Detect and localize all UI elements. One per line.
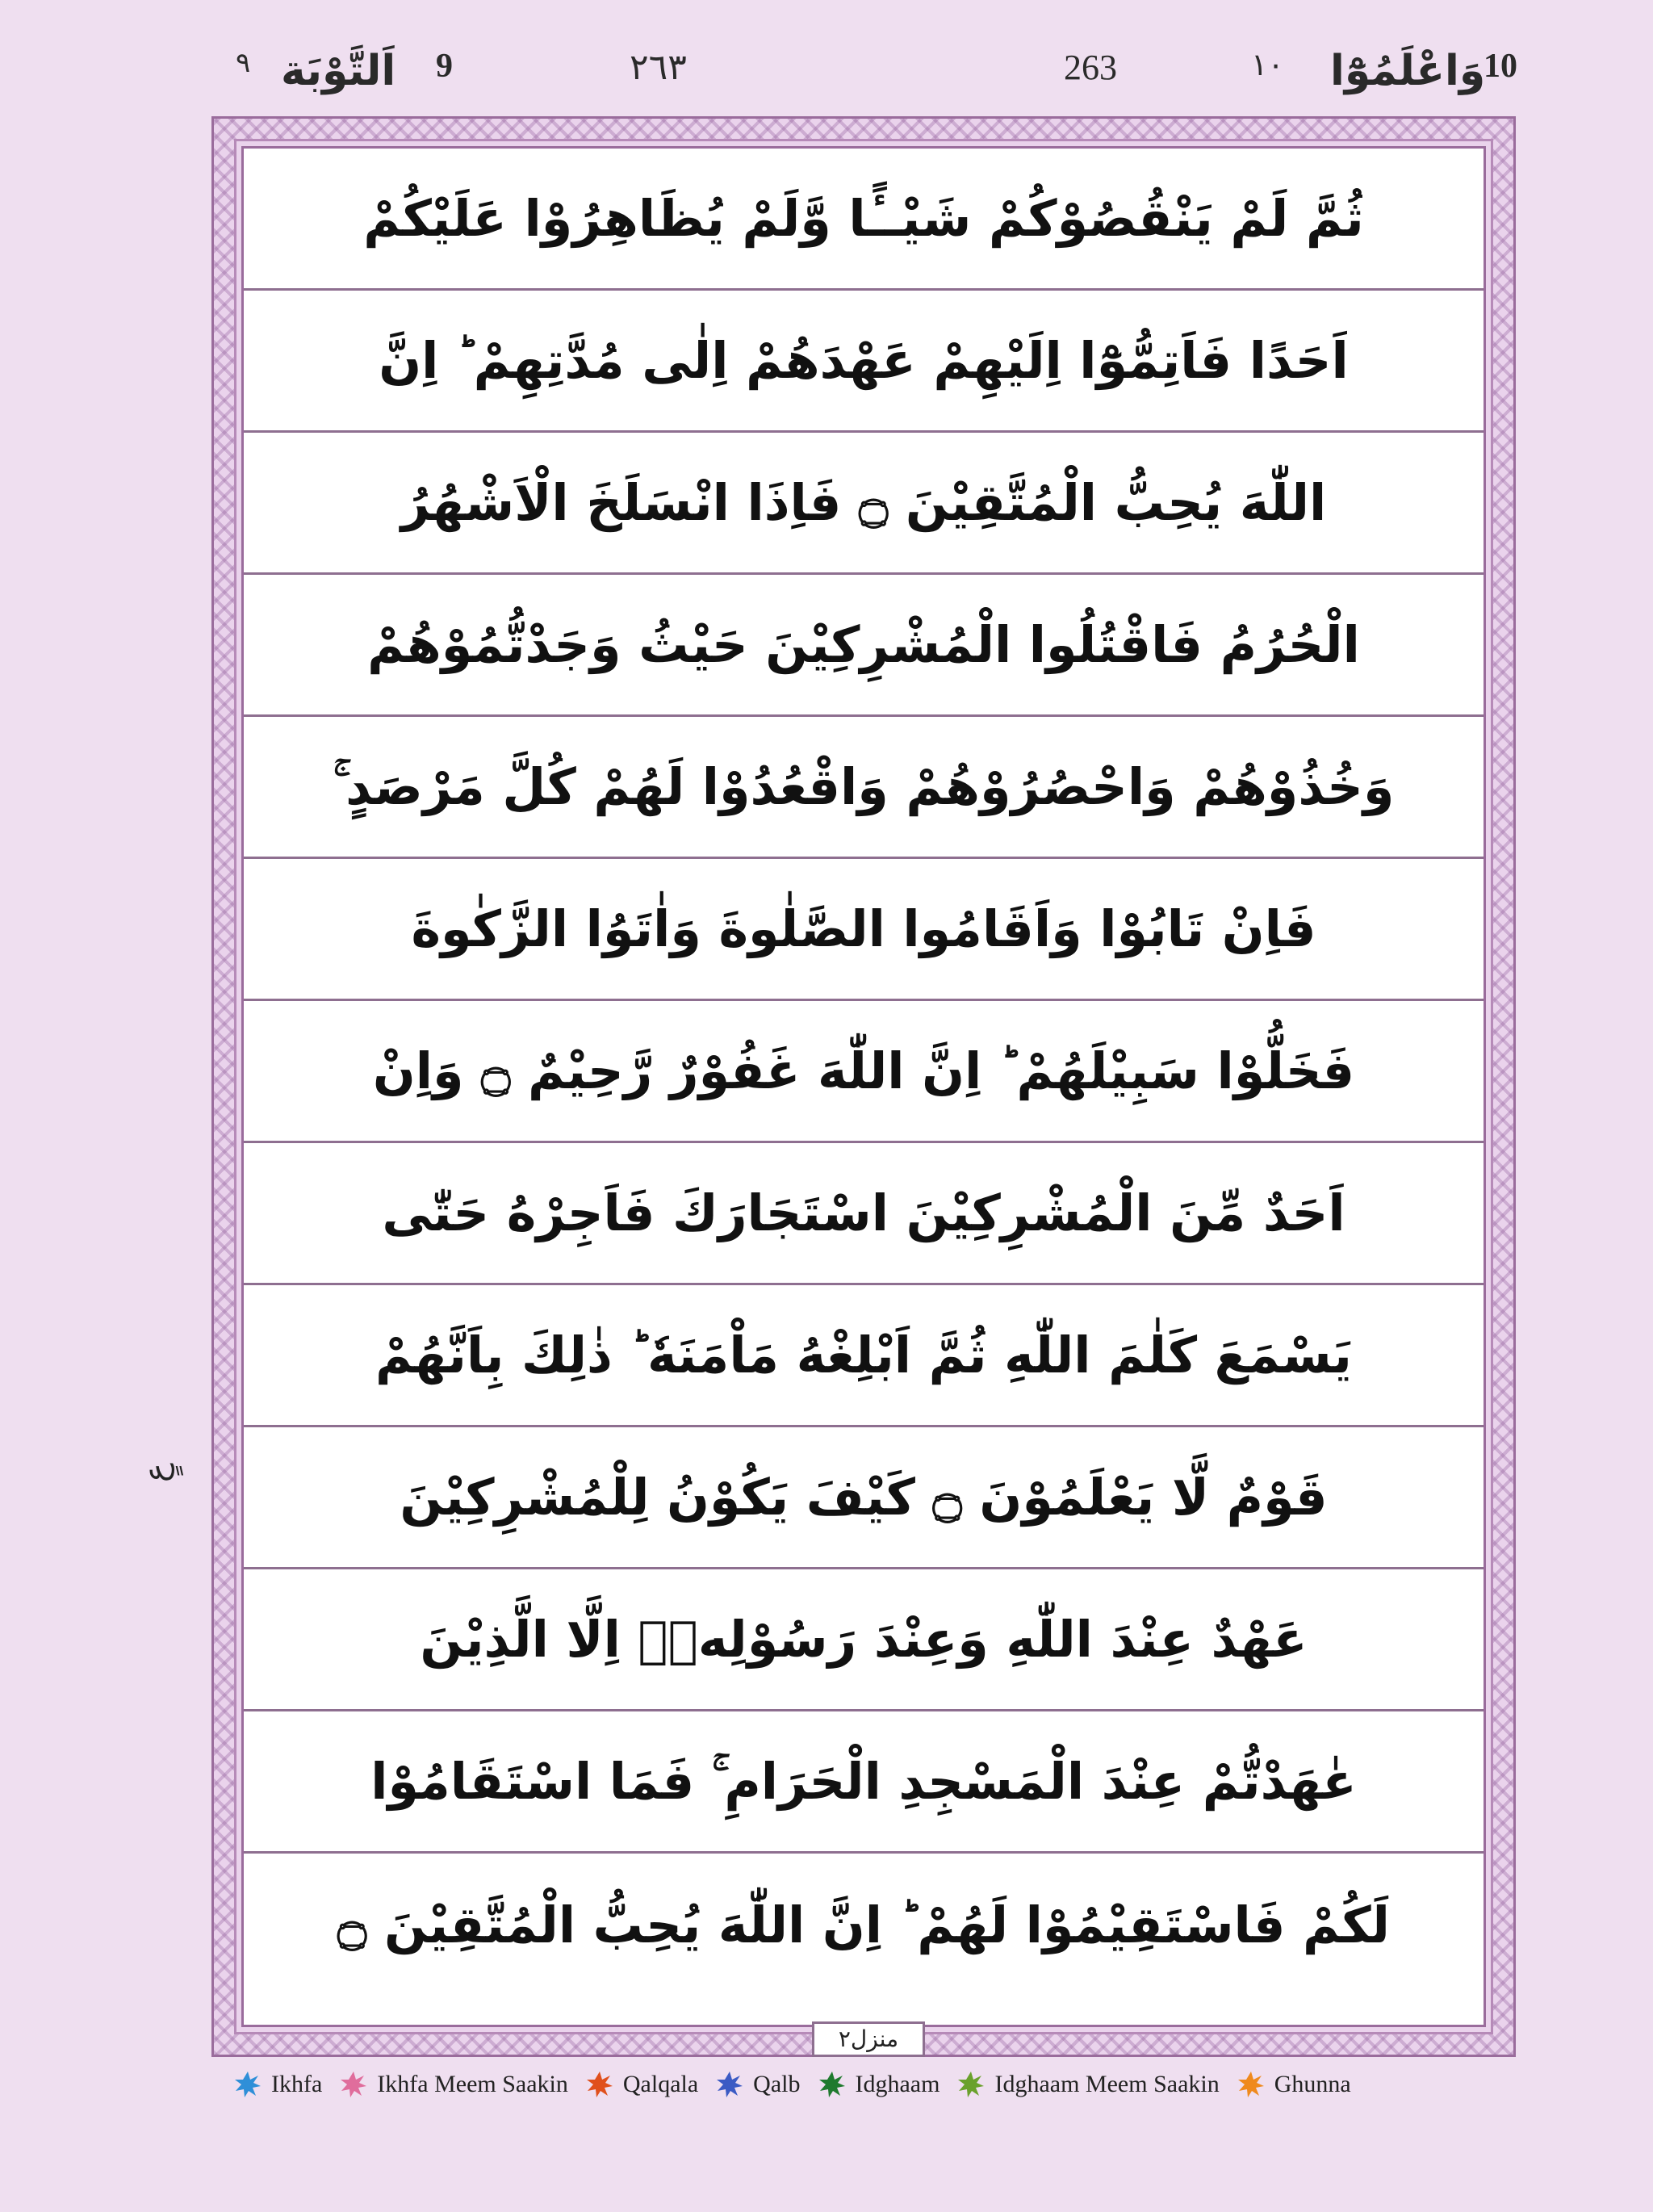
legend-item-idghaam xyxy=(818,2071,940,2098)
star-icon xyxy=(340,2071,367,2098)
surah-name: اَلتَّوْبَة xyxy=(281,47,396,95)
legend-item-ikhfa xyxy=(234,2071,322,2098)
tajweed-legend xyxy=(234,2067,1525,2102)
legend-label: Ikhfa Meem Saakin xyxy=(377,2071,568,2097)
legend-item-ikhfa-meem-saakin xyxy=(340,2071,568,2098)
star-icon xyxy=(1237,2071,1265,2098)
quran-text-panel xyxy=(241,146,1486,2027)
text-line-12: عٰهَدْتُّمْ عِنْدَ الْمَسْجِدِ الْحَرَامِ ۚ فَمَا اسْتَقَامُوْا xyxy=(244,1711,1484,1854)
text-line-9: يَسْمَعَ كَلٰمَ اللّٰهِ ثُمَّ اَبْلِغْهُ مَاْمَنَهٗ ؕ ذٰلِكَ بِاَنَّهُمْ xyxy=(244,1285,1484,1427)
legend-item-idghaam-meem-saakin xyxy=(957,2071,1219,2098)
ornamental-border xyxy=(211,116,1516,2057)
legend-label: Idghaam xyxy=(855,2071,940,2097)
text-line-6: فَاِنْ تَابُوْا وَاَقَامُوا الصَّلٰوةَ وَاٰتَوُا الزَّكٰوةَ xyxy=(244,859,1484,1001)
legend-item-qalqala xyxy=(586,2071,698,2098)
text-line-8: اَحَدٌ مِّنَ الْمُشْرِكِيْنَ اسْتَجَارَكَ فَاَجِرْهُ حَتّٰى xyxy=(244,1143,1484,1285)
legend-label: Qalb xyxy=(753,2071,801,2097)
text-line-10: قَوْمٌ لَّا يَعْلَمُوْنَ ۝ كَيْفَ يَكُوْنُ لِلْمُشْرِكِيْنَ xyxy=(244,1427,1484,1569)
star-icon xyxy=(818,2071,846,2098)
legend-label: Qalqala xyxy=(622,2071,699,2097)
star-icon xyxy=(957,2071,985,2098)
text-line-5: وَخُذُوْهُمْ وَاحْصُرُوْهُمْ وَاقْعُدُوْا لَهُمْ كُلَّ مَرْصَدٍ ۚ xyxy=(244,717,1484,859)
legend-label: Ikhfa xyxy=(271,2071,323,2097)
legend-item-ghunna xyxy=(1237,2071,1351,2098)
text-line-1: ثُمَّ لَمْ يَنْقُصُوْكُمْ شَيْــًٔا وَّلَمْ يُظَاهِرُوْا عَلَيْكُمْ xyxy=(244,149,1484,291)
juz-number: 10 xyxy=(1484,48,1517,85)
juz-name: وَاعْلَمُوْٓا xyxy=(1330,47,1486,95)
text-line-4: الْحُرُمُ فَاقْتُلُوا الْمُشْرِكِيْنَ حَيْثُ وَجَدْتُّمُوْهُمْ xyxy=(244,575,1484,717)
surah-number: 9 xyxy=(436,48,453,85)
ruku-marker: عٍ xyxy=(137,1463,174,1482)
star-icon xyxy=(234,2071,262,2098)
manzil-label: منزل٢ xyxy=(812,2021,925,2057)
page-number-arabic: ٢٦٣ xyxy=(630,47,687,88)
text-line-13: لَكُمْ فَاسْتَقِيْمُوْا لَهُمْ ؕ اِنَّ اللّٰهَ يُحِبُّ الْمُتَّقِيْنَ ۝ xyxy=(337,1895,1390,1954)
page-header xyxy=(0,47,1653,111)
page-number: 263 xyxy=(1064,48,1117,87)
star-icon xyxy=(586,2071,613,2098)
text-line-7: فَخَلُّوْا سَبِيْلَهُمْ ؕ اِنَّ اللّٰهَ غَفُوْرٌ رَّحِيْمٌ ۝ وَاِنْ xyxy=(244,1001,1484,1143)
legend-item-qalb xyxy=(716,2071,800,2098)
legend-label: Idghaam Meem Saakin xyxy=(994,2071,1220,2097)
legend-label: Ghunna xyxy=(1274,2071,1351,2097)
star-icon xyxy=(716,2071,743,2098)
surah-arabic-number: ٩ xyxy=(236,47,251,79)
text-line-3: اللّٰهَ يُحِبُّ الْمُتَّقِيْنَ ۝ فَاِذَا انْسَلَخَ الْاَشْهُرُ xyxy=(244,433,1484,575)
text-line-2: اَحَدًا فَاَتِمُّوْٓا اِلَيْهِمْ عَهْدَهُمْ اِلٰى مُدَّتِهِمْ ؕ اِنَّ xyxy=(244,291,1484,433)
text-line-11: عَهْدٌ عِنْدَ اللّٰهِ وَعِنْدَ رَسُوْلِهٖۤ اِلَّا الَّذِيْنَ xyxy=(244,1569,1484,1711)
juz-arabic-number: ١٠ xyxy=(1251,47,1284,82)
